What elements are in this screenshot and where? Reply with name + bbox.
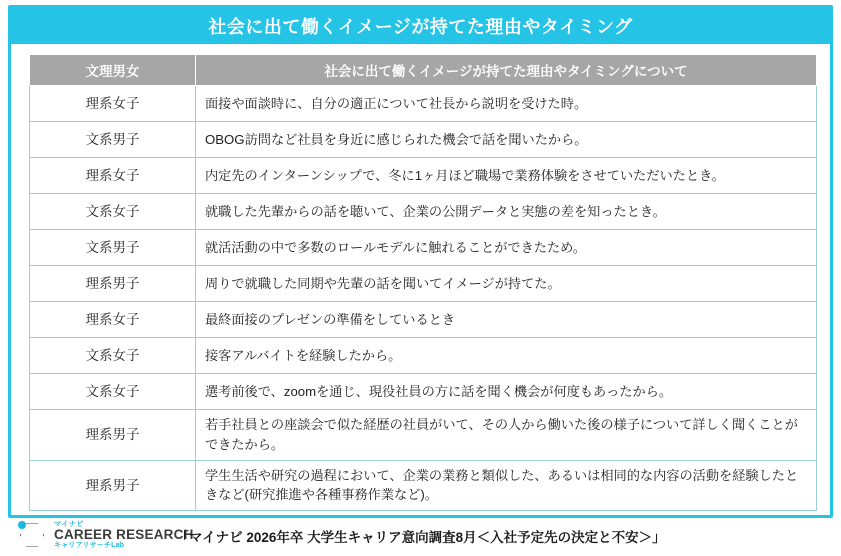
- table-row: [30, 410, 817, 461]
- brand-logo-line1: マイナビ: [54, 520, 84, 528]
- table-row: [30, 230, 817, 266]
- page-title: 社会に出て働くイメージが持てた理由やタイミング: [208, 17, 633, 37]
- source-caption: 「マイナビ 2026年卒 大学生キャリア意向調査8月＜入社予定先の決定と不安＞」: [175, 530, 666, 545]
- cell-description: 面接や面談時に、自分の適正について社長から説明を受けた時。: [196, 86, 817, 122]
- cell-category: 理系女子: [30, 86, 196, 122]
- column-header-category: 文理男女: [30, 55, 196, 86]
- content-frame: [8, 5, 833, 518]
- cell-description: 最終面接のプレゼンの準備をしているとき: [196, 302, 817, 338]
- cell-description: OBOG訪問など社員を身近に感じられた機会で話を聞いたから。: [196, 122, 817, 158]
- brand-logo-line2: CAREER RESEARCH: [54, 526, 194, 542]
- cell-description: 選考前後で、zoomを通じ、現役社員の方に話を聞く機会が何度もあったから。: [196, 374, 817, 410]
- cell-category: 文系男子: [30, 122, 196, 158]
- cell-description: 内定先のインターンシップで、冬に1ヶ月ほど職場で業務体験をさせていただいたとき。: [196, 158, 817, 194]
- cell-description: 就職した先輩からの話を聴いて、企業の公開データと実態の差を知ったとき。: [196, 194, 817, 230]
- table-row: [30, 338, 817, 374]
- cell-description: 就活活動の中で多数のロールモデルに触れることができたため。: [196, 230, 817, 266]
- table-row: [30, 266, 817, 302]
- table-row: [30, 86, 817, 122]
- cell-category: 理系女子: [30, 158, 196, 194]
- slide-title-bar: [11, 8, 830, 44]
- table-row: [30, 374, 817, 410]
- table-row: [30, 460, 817, 511]
- cell-category: 文系男子: [30, 230, 196, 266]
- table-row: [30, 122, 817, 158]
- cell-category: 理系男子: [30, 410, 196, 461]
- cell-category: 文系女子: [30, 338, 196, 374]
- brand-logo-line3: キャリアリサーチLab: [54, 542, 125, 550]
- cell-category: 理系男子: [30, 266, 196, 302]
- table-row: [30, 194, 817, 230]
- data-table-container: [29, 54, 816, 511]
- column-header-description: 社会に出て働くイメージが持てた理由やタイミングについて: [196, 55, 817, 86]
- cell-description: 周りで就職した同期や先輩の話を聞いてイメージが持てた。: [196, 266, 817, 302]
- table-row: [30, 158, 817, 194]
- cell-category: 文系女子: [30, 194, 196, 230]
- cell-description: 若手社員との座談会で似た経歴の社員がいて、その人から働いた後の様子について詳しく聞くことができたから。: [196, 410, 817, 461]
- cell-category: 文系女子: [30, 374, 196, 410]
- cell-category: 理系女子: [30, 302, 196, 338]
- table-body: [30, 86, 817, 511]
- cell-description: 学生生活や研究の過程において、企業の業務と類似した、あるいは相同的な内容の活動を経験したときなど(研究推進や各種事務作業など)。: [196, 460, 817, 511]
- table-head: [30, 55, 817, 86]
- table-header-row: [30, 55, 817, 86]
- cell-description: 接客アルバイトを経験したから。: [196, 338, 817, 374]
- slide-footer: [0, 516, 841, 556]
- data-table: [29, 54, 817, 511]
- cell-category: 理系男子: [30, 460, 196, 511]
- table-row: [30, 302, 817, 338]
